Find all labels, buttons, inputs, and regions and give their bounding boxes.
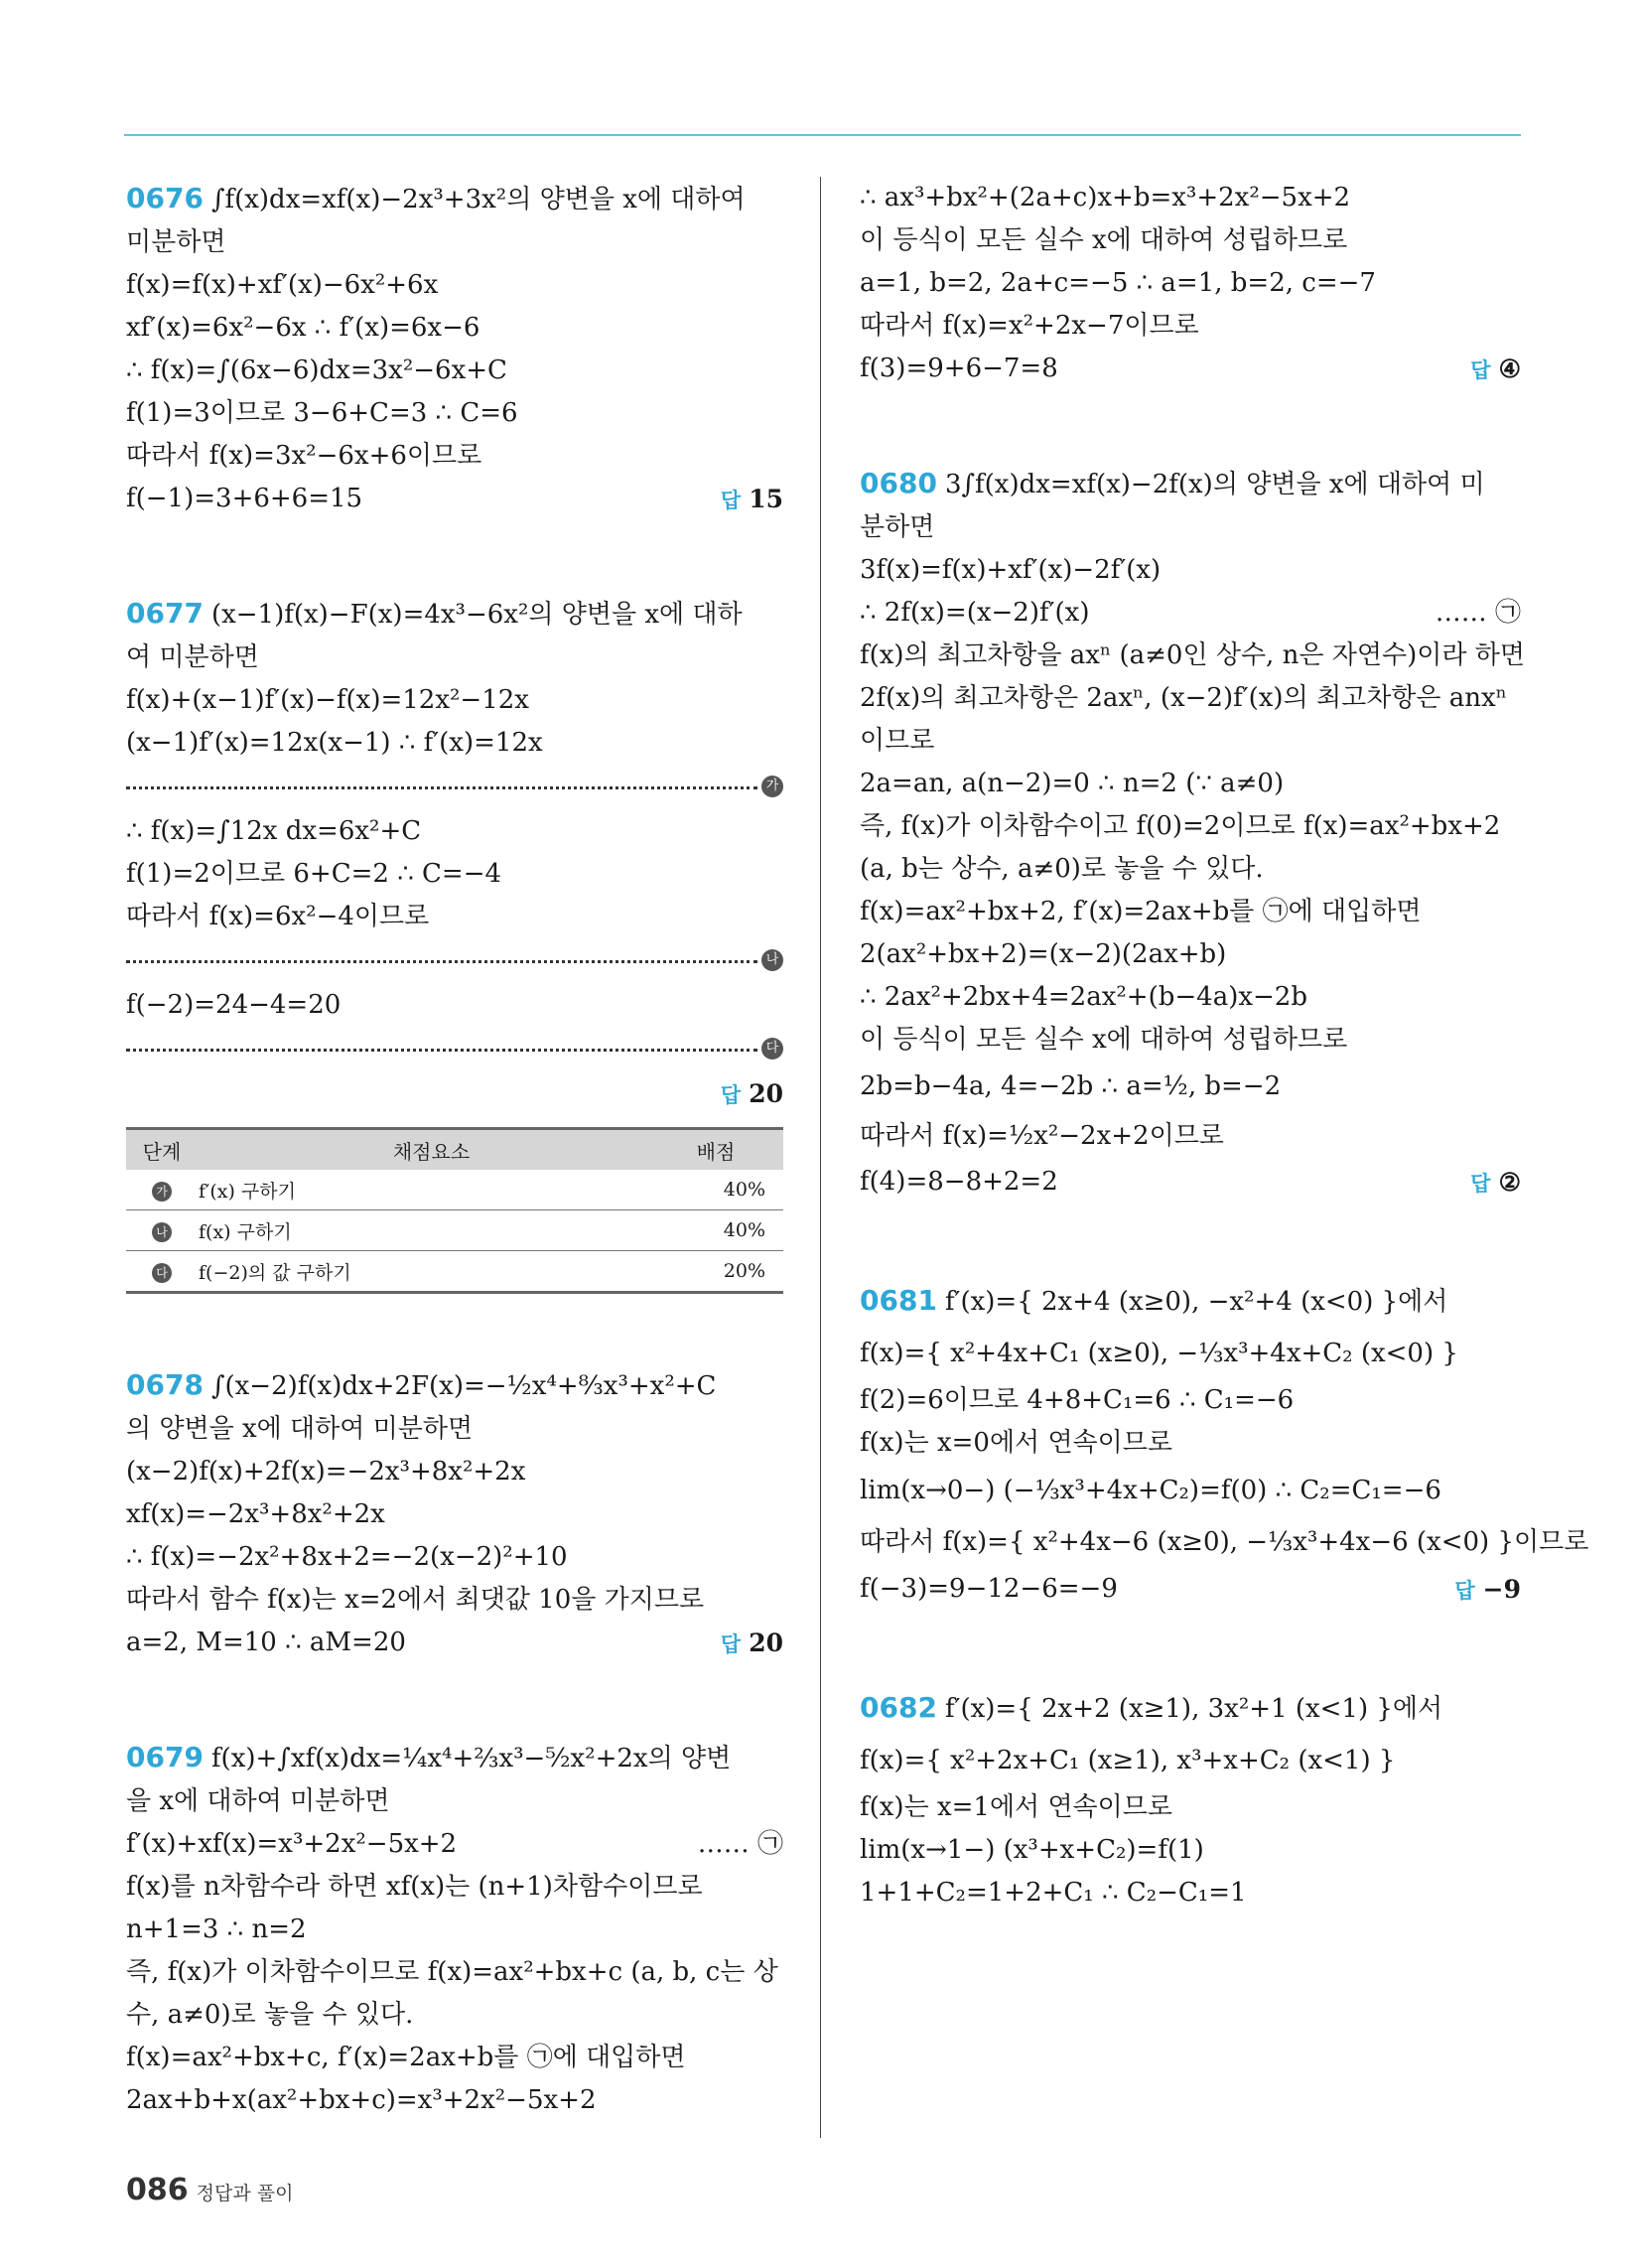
step-marker: 가 xyxy=(761,776,783,797)
table-row: 나 f(x) 구하기 40% xyxy=(126,1210,783,1251)
column-divider xyxy=(820,177,821,2138)
left-column xyxy=(126,177,783,2122)
answer: 답 ④ xyxy=(1470,354,1521,383)
step-divider xyxy=(126,944,783,978)
problem-number: 0681 xyxy=(860,1284,937,1317)
step-marker: 다 xyxy=(761,1038,783,1060)
answer: 답 20 xyxy=(720,1079,783,1108)
right-column xyxy=(860,177,1589,1914)
problem-0679: 0679 f(x)+∫xf(x)dx=¼x⁴+⅔x³−⁵⁄₂x²+2x의 양변 을 x에 대하여 미분하면 f′(x)+xf(x)=x³+2x²−5x+2 …… ㉠ f(x)를 n차함수라 하면 xf(x)는 (n+1)차함수이므로 n+1=3 ∴ n=2 즉, f(x)가 이차함수이므로 f(x)=ax²+bx+c (a, b, c는 상 수, a≠0)로 놓을 수 있다. f(x)=ax²+bx+c, f′(x)=2ax+b를 ㉠에 대입하면 2ax+b+x(ax²+bx+c)=x³+2x²−5x+2 xyxy=(126,1741,783,2115)
page-number: 086 xyxy=(126,2173,189,2207)
problem-0677: 0677 (x−1)f(x)−F(x)=4x³−6x²의 양변을 x에 대하 여 미분하면 f(x)+(x−1)f′(x)−f(x)=12x²−12x (x−1)f′(x)=12x(x−1) ∴ f′(x)=12x 가 ∴ f(x)=∫12x dx=6x²+C f(1)=2이므로 6+C=2 ∴ C=−4 따라서 f(x)=6x²−4이므로 나 f(−2)=24−4=20 다 답 20 단계 채점요소 배점 가 f′(x) 구하기 40% 나 f(x) 구하기 40% 다 f(−2)의 값 구하기 20% xyxy=(126,592,783,1294)
problem-0682: 0682 f′(x)={ 2x+2 (x≥1), 3x²+1 (x<1) }에서 f(x)={ x²+2x+C₁ (x≥1), x³+x+C₂ (x<1) } f(x)는 x=1에서 연속이므로 lim(x→1−) (x³+x+C₂)=f(1) 1+1+C₂=1+2+C₁ ∴ C₂−C₁=1 xyxy=(860,1691,1443,1908)
answer: 답 ② xyxy=(1470,1168,1521,1197)
problem-0680: 0680 3∫f(x)dx=xf(x)−2f(x)의 양변을 x에 대하여 미 분하면 3f(x)=f(x)+xf′(x)−2f′(x) ∴ 2f(x)=(x−2)f′(x) …… ㉠ f(x)의 최고차항을 axⁿ (a≠0인 상수, n은 자연수)이라 하면 2f(x)의 최고차항은 2axⁿ, (x−2)f′(x)의 최고차항은 anxⁿ 이므로 2a=an, a(n−2)=0 ∴ n=2 (∵ a≠0) 즉, f(x)가 이차함수이고 f(0)=2이므로 f(x)=ax²+bx+2 (a, b는 상수, a≠0)로 놓을 수 있다. f(x)=ax²+bx+2, f′(x)=2ax+b를 ㉠에 대입하면 2(ax²+bx+2)=(x−2)(2ax+b) ∴ 2ax²+2bx+4=2ax²+(b−4a)x−2b 이 등식이 모든 실수 x에 대하여 성립하므로 2b=b−4a, 4=−2b ∴ a=½, b=−2 따라서 f(x)=½x²−2x+2이므로 f(4)=8−8+2=2 답 ② xyxy=(860,462,1521,1205)
step-marker: 나 xyxy=(761,949,783,971)
step-divider xyxy=(126,771,783,804)
problem-0676: 0676 ∫f(x)dx=xf(x)−2x³+3x²의 양변을 x에 대하여 미분하면 f(x)=f(x)+xf′(x)−6x²+6x xf′(x)=6x²−6x ∴ f′(x)=6x−6 ∴ f(x)=∫(6x−6)dx=3x²−6x+C f(1)=3이므로 3−6+C=3 ∴ C=6 따라서 f(x)=3x²−6x+6이므로 f(−1)=3+6+6=15 답 15 xyxy=(126,177,783,522)
problem-0679-continued: ∴ ax³+bx²+(2a+c)x+b=x³+2x²−5x+2 이 등식이 모든 실수 x에 대하여 성립하므로 a=1, b=2, 2a+c=−5 ∴ a=1, b=2, c=−7 따라서 f(x)=x²+2x−7이므로 f(3)=9+6−7=8 답 ④ xyxy=(860,177,1521,392)
answer: 답 20 xyxy=(720,1629,783,1657)
problem-number: 0678 xyxy=(126,1368,204,1401)
header-rule xyxy=(124,134,1521,136)
table-row: 가 f′(x) 구하기 40% xyxy=(126,1170,783,1210)
scoring-table: 단계 채점요소 배점 가 f′(x) 구하기 40% 나 f(x) 구하기 40% 다 f(−2)의 값 구하기 20% xyxy=(126,1127,783,1294)
equation-ref: …… ㉠ xyxy=(697,1829,783,1859)
problem-number: 0680 xyxy=(860,467,937,499)
table-row: 다 f(−2)의 값 구하기 20% xyxy=(126,1251,783,1293)
problem-number: 0682 xyxy=(860,1691,937,1724)
problem-0678: 0678 ∫(x−2)f(x)dx+2F(x)=−½x⁴+⁸⁄₃x³+x²+C 의 양변을 x에 대하여 미분하면 (x−2)f(x)+2f(x)=−2x³+8x²+2x xf(x)=−2x³+8x²+2x ∴ f(x)=−2x²+8x+2=−2(x−2)²+10 따라서 함수 f(x)는 x=2에서 최댓값 10을 가지므로 a=2, M=10 ∴ aM=20 답 20 xyxy=(126,1363,783,1666)
problem-number: 0676 xyxy=(126,182,204,214)
problem-number: 0679 xyxy=(126,1741,204,1773)
problem-number: 0677 xyxy=(126,597,204,630)
answer: 답 −9 xyxy=(1454,1575,1521,1604)
problem-0681: 0681 f′(x)={ 2x+4 (x≥0), −x²+4 (x<0) }에서 f(x)={ x²+4x+C₁ (x≥0), −⅓x³+4x+C₂ (x<0) } f(2)=6이므로 4+8+C₁=6 ∴ C₁=−6 f(x)는 x=0에서 연속이므로 lim(x→0−) (−⅓x³+4x+C₂)=f(0) ∴ C₂=C₁=−6 따라서 f(x)={ x²+4x−6 (x≥0), −⅓x³+4x−6 (x<0) }이므로 f(−3)=9−12−6=−9 답 −9 xyxy=(860,1275,1521,1613)
answer: 답 15 xyxy=(720,485,783,513)
footer-title: 정답과 풀이 xyxy=(196,2183,294,2204)
step-divider xyxy=(126,1033,783,1066)
page-footer xyxy=(126,2173,293,2207)
equation-ref: …… ㉠ xyxy=(1435,598,1521,628)
